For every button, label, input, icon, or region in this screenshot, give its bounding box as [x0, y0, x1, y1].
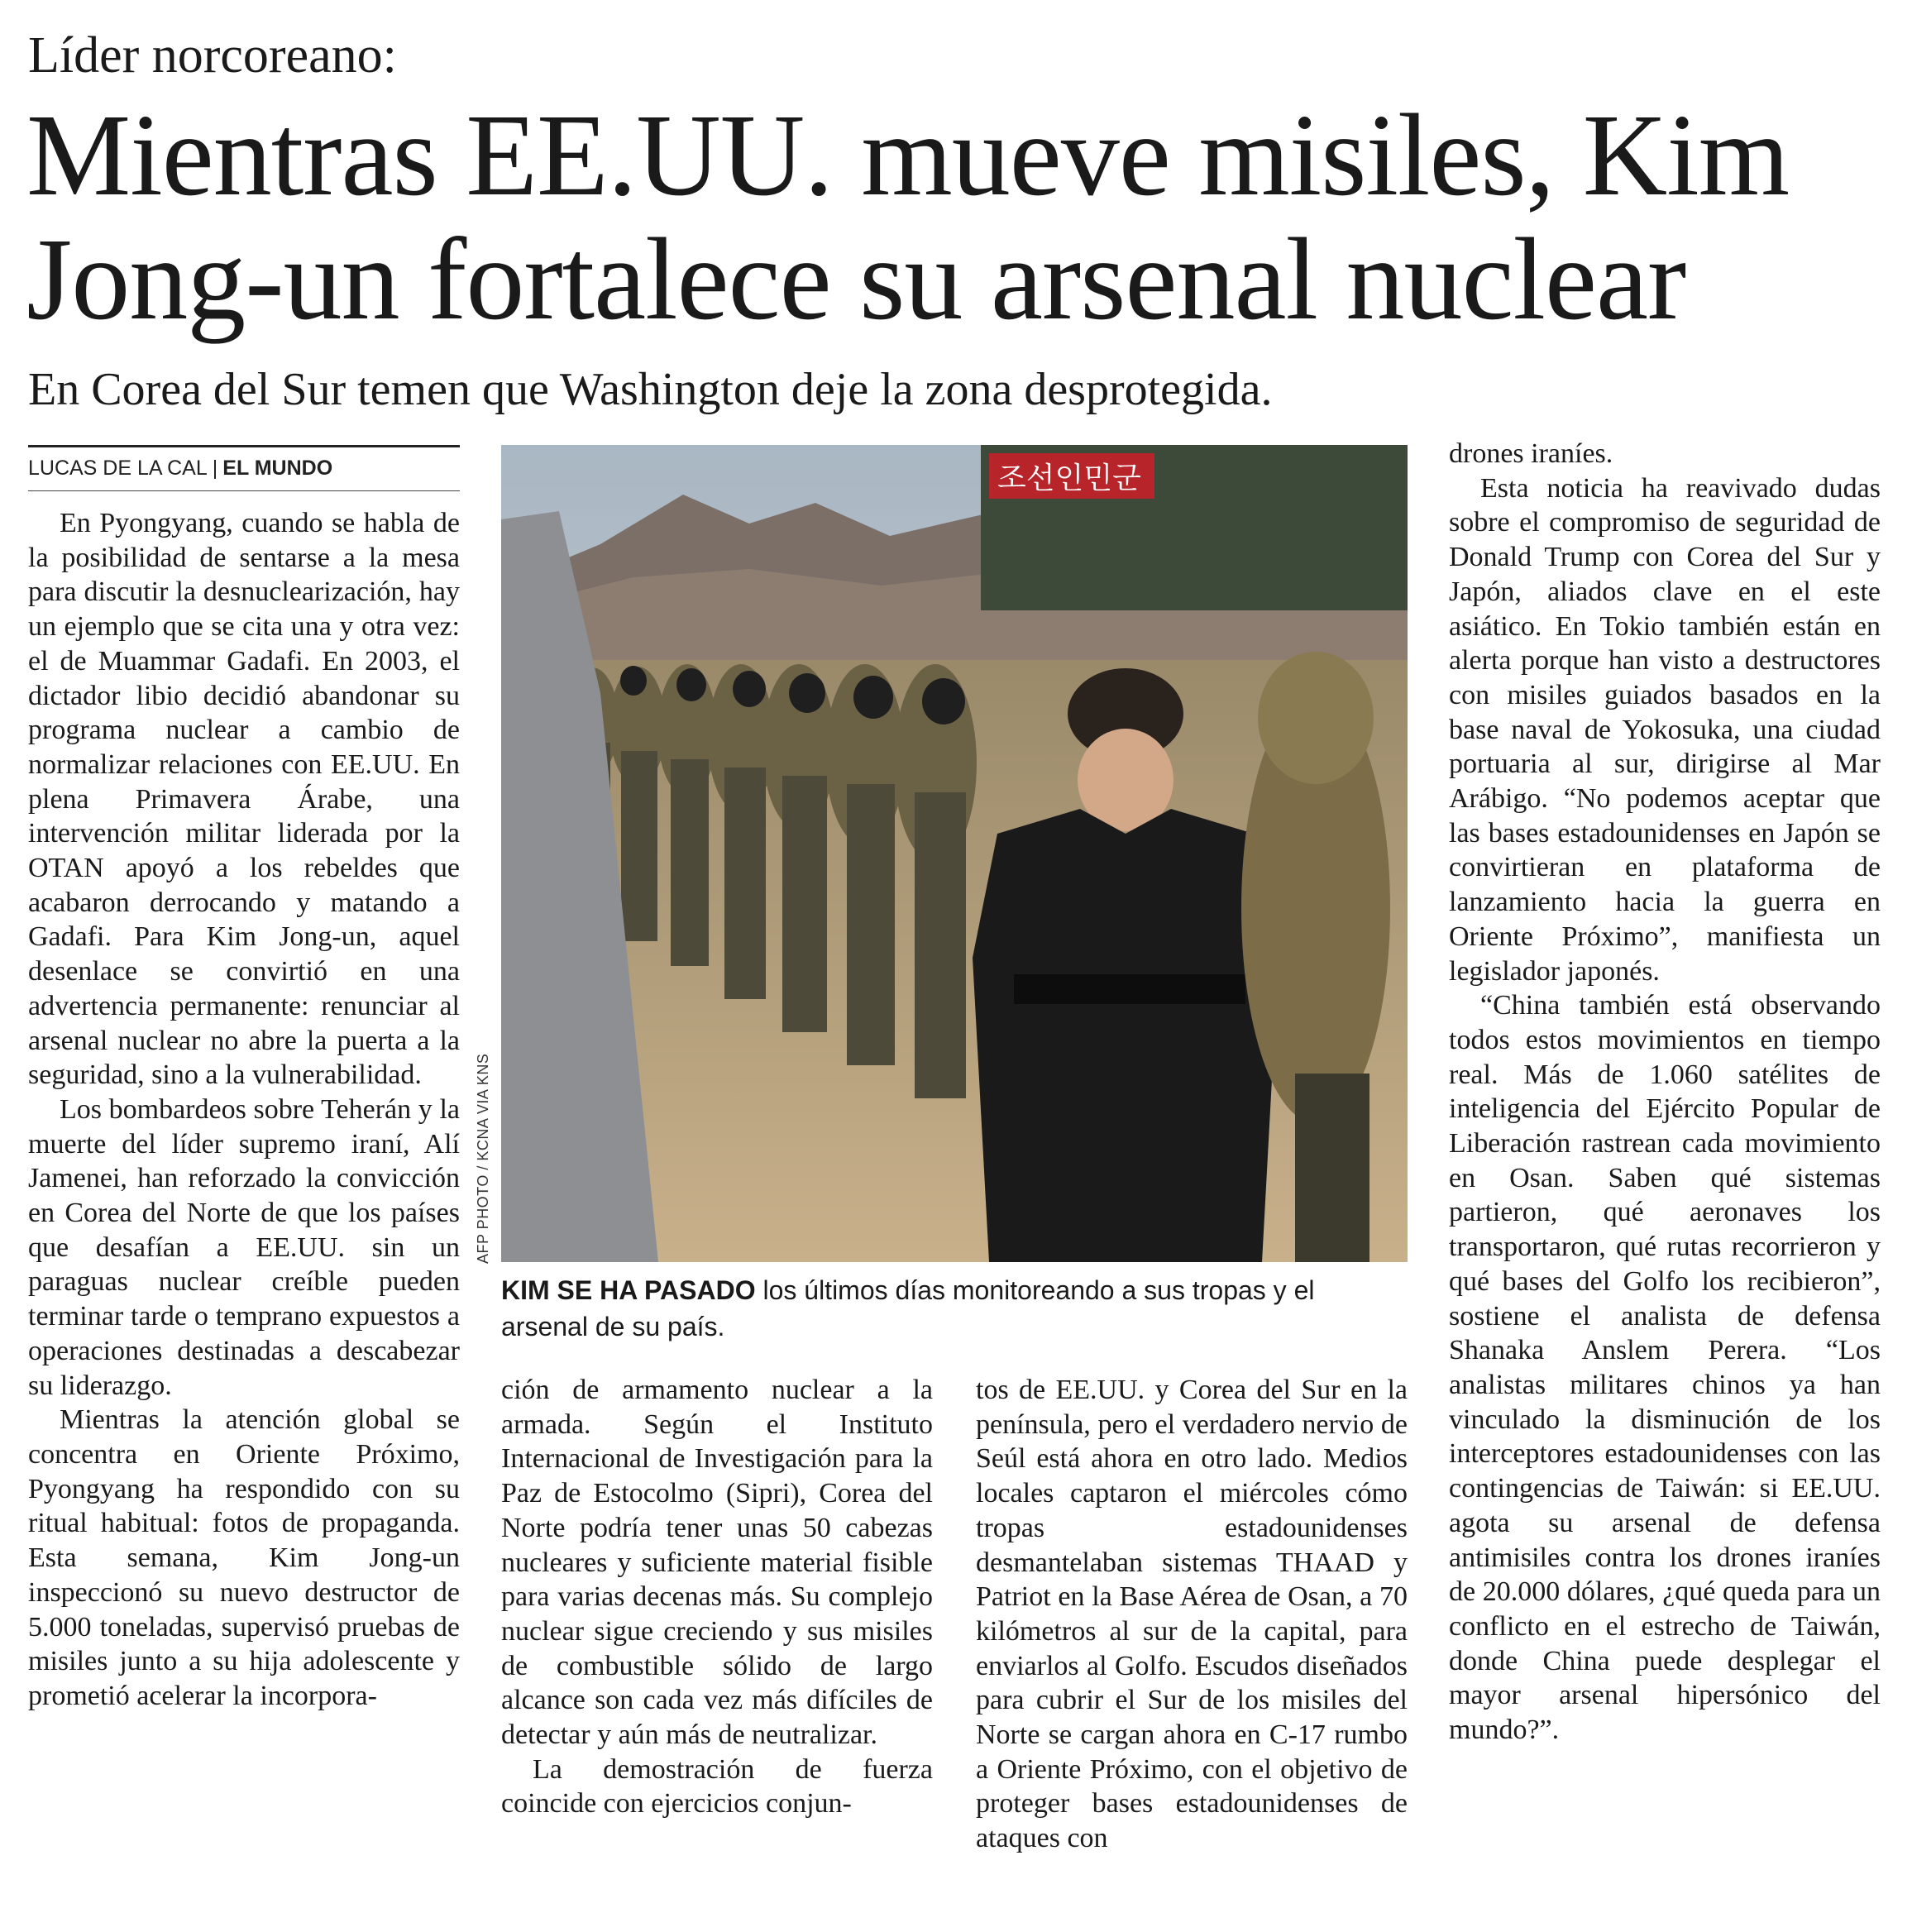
- headline-line-2: Jong-un fortalece su arsenal nuclear: [26, 213, 1686, 344]
- paragraph: ción de armamento nuclear a la armada. Según el Instituto Internacional de Investigación para la Paz de Estocolmo (Sipri), Corea del Norte podría tener unas 50 cabezas nucleares y suficiente material fisible para varias decenas más. Su complejo nuclear sigue creciendo y sus misiles de combustible sólido de largo alcance son cada vez más difíciles de detectar y aún más de neutralizar.: [501, 1375, 933, 1751]
- byline-publication: EL MUNDO: [222, 457, 333, 480]
- paragraph: drones iraníes.: [1449, 438, 1613, 469]
- subhead: En Corea del Sur temen que Washington deje la zona desprotegida.: [28, 364, 1273, 415]
- article-column-3: [976, 1373, 1408, 1856]
- kicker: Líder norcoreano:: [28, 27, 397, 84]
- banner-text: 조선인민군: [997, 461, 1141, 495]
- paragraph: La demostración de fuerza coincide con ejercicios conjun-: [501, 1753, 933, 1820]
- headline: [26, 89, 1895, 344]
- paragraph: En Pyongyang, cuando se habla de la posibilidad de sentarse a la mesa para discutir la desnuclearización, hay un ejemplo que se cita una y otra vez: el de Muammar Gadafi. En 2003, el dictador libio decidió abandonar su programa nuclear a cambio de normalizar relaciones con EE.UU. En plena Primavera Árabe, una intervención militar liderada por la OTAN apoyó a los rebeldes que acabaron derrocando y matando a Gadafi. Para Kim Jong-un, aquel desenlace se convirtió en una advertencia permanente: renunciar al arsenal nuclear no abre la puerta a la seguridad, sino a la vulnerabilidad.: [28, 508, 460, 1091]
- paragraph: “China también está observando todos estos movimientos en tiempo real. Más de 1.060 satélites de inteligencia del Ejército Popular de Liberación rastrean cada movimiento en Osan. Saben qué sistemas partieron, qué aeronaves los transportaron, qué rutas recorrieron y qué bases del Golfo los recibieron”, sostiene el analista de defensa Shanaka Anslem Perera. “Los analistas militares chinos ya han vinculado la disminución de los interceptores estadounidenses con las contingencias de Taiwán: si EE.UU. agota su arsenal de defensa antimisiles contra los drones iraníes de 20.000 dólares, ¿qué queda para un conflicto en el estrecho de Taiwán, donde China puede desplegar el mayor arsenal hipersónico del mundo?”.: [1449, 990, 1881, 1746]
- paragraph: Mientras la atención global se concentra en Oriente Próximo, Pyongyang ha respondido con su ritual habitual: fotos de propaganda. Esta semana, Kim Jong-un inspeccionó su nuevo destructor de 5.000 toneladas, supervisó pruebas de misiles junto a su hija adolescente y prometió acelerar la incorpora-: [28, 1404, 460, 1711]
- article-column-2: [501, 1373, 933, 1821]
- leather-coat: [973, 809, 1279, 1262]
- paragraph: tos de EE.UU. y Corea del Sur en la península, pero el verdadero nervio de Seúl está ahora en otro lado. Medios locales captaron el miércoles cómo tropas estadounidenses desmantelaban sistemas THAAD y Patriot en la Base Aérea de Osan, a 70 kilómetros al sur de la capital, para enviarlos al Golfo. Escudos diseñados para cubrir el Sur de los misiles del Norte se cargan ahora en C-17 rumbo a Oriente Próximo, con el objetivo de proteger bases estadounidenses de ataques con: [976, 1375, 1408, 1854]
- paragraph: Esta noticia ha reavivado dudas sobre el compromiso de seguridad de Donald Trump con Corea del Sur y Japón, aliados clave en el este asiático. En Tokio también están en alerta porque han visto a destructores con misiles guiados basados en la base naval de Yokosuka, una ciudad portuaria al sur, dirigirse al Mar Arábigo. “No podemos aceptar que las bases estadounidenses en Japón se convirtieran en plataforma de lanzamiento hacia la guerra en Oriente Próximo”, manifiesta un legislador japonés.: [1449, 472, 1881, 987]
- byline: [28, 445, 460, 491]
- photo-caption: [501, 1272, 1408, 1345]
- caption-text: los últimos días monitoreando a sus tropas y el arsenal de su país.: [501, 1275, 1315, 1341]
- headline-line-1: Mientras EE.UU. mueve misiles, Kim: [26, 89, 1790, 220]
- photo-credit: AFP PHOTO / KCNA VIA KNS: [475, 1053, 491, 1264]
- article-column-4: [1449, 437, 1881, 1748]
- byline-separator: |: [212, 457, 218, 480]
- paragraph: Los bombardeos sobre Teherán y la muerte del líder supremo iraní, Alí Jamenei, han reforzado la convicción en Corea del Norte de que los países que desafían a EE.UU. sin un paraguas nuclear creíble pueden terminar tarde o temprano expuestos a operaciones destinadas a descabezar su liderazgo.: [28, 1093, 460, 1401]
- byline-author: LUCAS DE LA CAL: [28, 457, 208, 480]
- photo-illustration: [501, 445, 1408, 1262]
- article-column-1: [28, 506, 460, 1714]
- news-photo: [501, 445, 1408, 1262]
- caption-lead: KIM SE HA PASADO: [501, 1275, 756, 1305]
